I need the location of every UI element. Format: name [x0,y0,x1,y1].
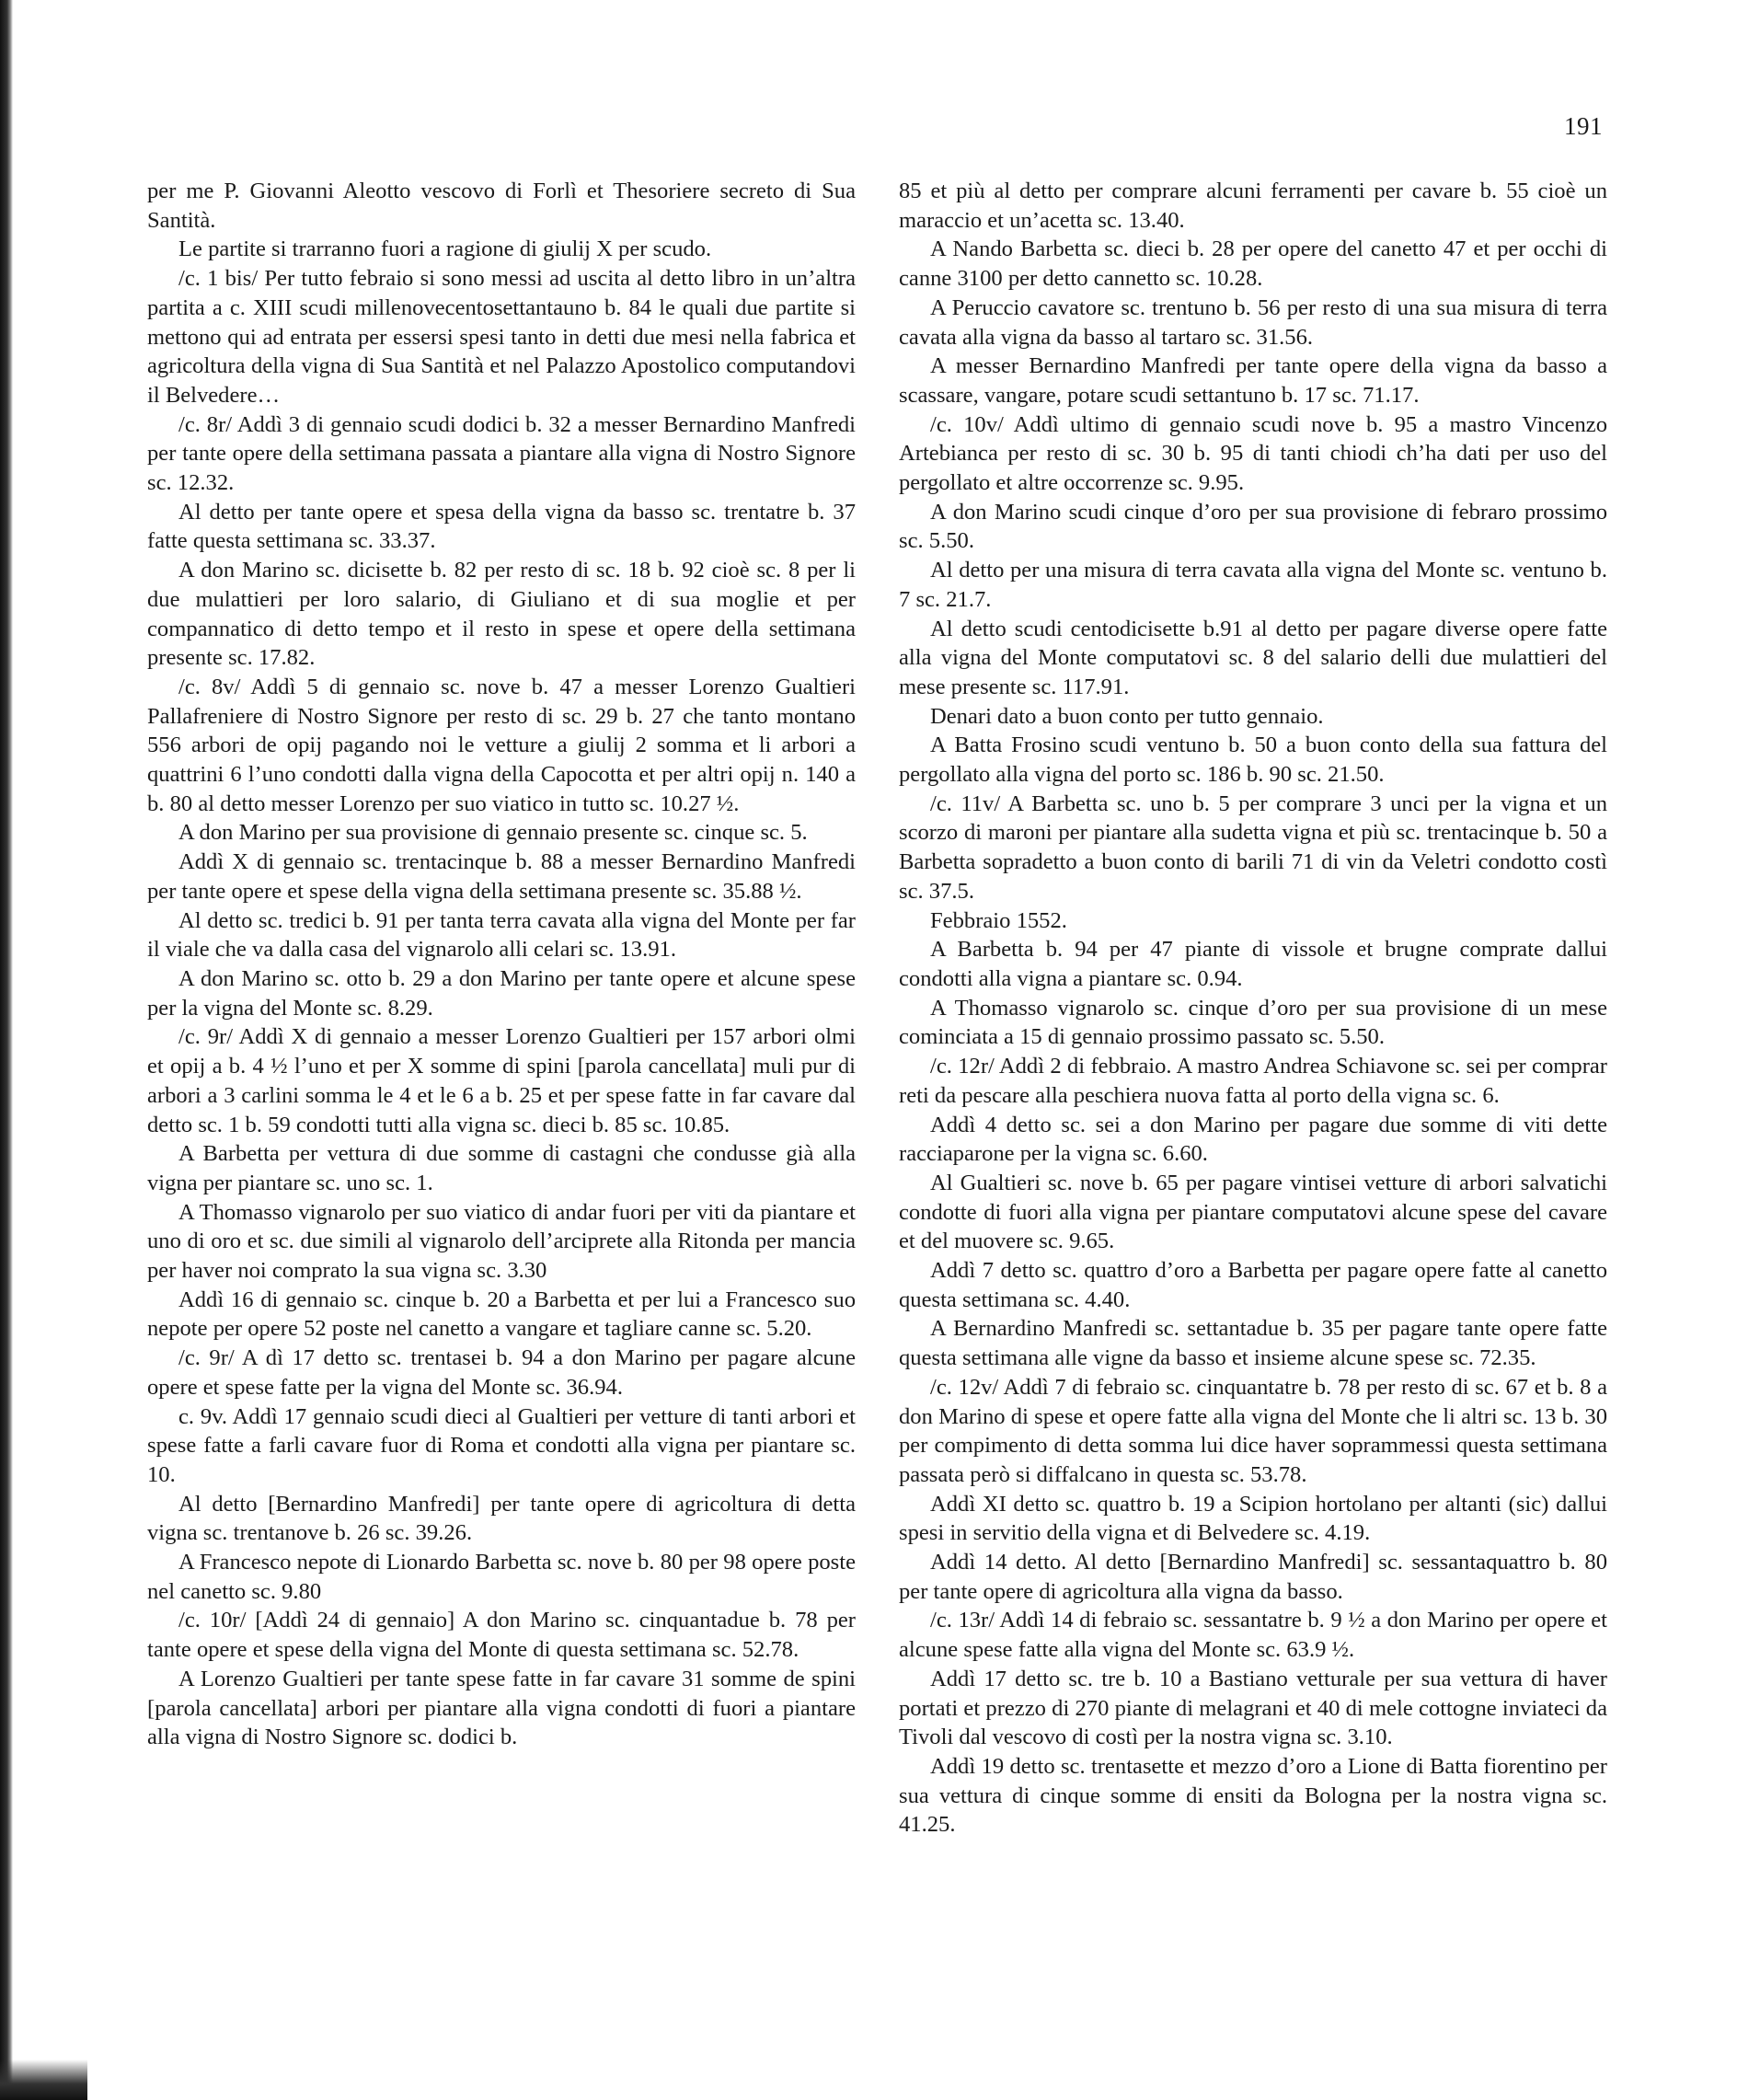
paragraph: c. 9v. Addì 17 gennaio scudi dieci al Gualtieri per vetture di tanti arbori et spese fatte a farli cavare fuor di Roma et condotti alla vigna per piantare sc. 10. [147,1403,856,1487]
paragraph: Addì 4 detto sc. sei a don Marino per pagare due somme di viti dette racciaparone per la vigna sc. 6.60. [899,1112,1607,1167]
paragraph: A Lorenzo Gualtieri per tante spese fatte in far cavare 31 somme de spini [parola cancellata] arbori per piantare alla vigna condotti di fuori a piantare alla vigna di Nostro Signore sc. dodici b. [147,1666,856,1750]
scan-corner-shadow [0,2060,87,2100]
paragraph: Addì X di gennaio sc. trentacinque b. 88 a messer Bernardino Manfredi per tante opere et spese della vigna della settimana presente sc. 35.88 ½. [147,849,856,904]
right-column [899,177,1607,1840]
left-column [147,177,856,1752]
paragraph: A don Marino sc. otto b. 29 a don Marino per tante opere et alcune spese per la vigna del Monte sc. 8.29. [147,965,856,1021]
paragraph: A don Marino scudi cinque d’oro per sua provisione di febraro prossimo sc. 5.50. [899,499,1607,554]
paragraph: Addì 19 detto sc. trentasette et mezzo d’oro a Lione di Batta fiorentino per sua vettura di cinque somme di ensiti da Bologna per la nostra vigna sc. 41.25. [899,1753,1607,1838]
paragraph: /c. 1 bis/ Per tutto febraio si sono messi ad uscita al detto libro in un’altra partita a c. XIII scudi millenovecentosettantauno b. 84 le quali due partite si mettono qui ad entrata per essersi spesi tanto in detti due mesi nella fabrica et agricoltura della vigna di Sua Santità et nel Palazzo Apostolico computandovi il Belvedere… [147,266,856,408]
paragraph: Le partite si trarranno fuori a ragione di giulij X per scudo. [178,237,712,262]
paragraph: Denari dato a buon conto per tutto gennaio. [930,703,1324,729]
paragraph: A Nando Barbetta sc. dieci b. 28 per opere del canetto 47 et per occhi di canne 3100 per detto cannetto sc. 10.28. [899,237,1607,292]
paragraph: 85 et più al detto per comprare alcuni ferramenti per cavare b. 55 cioè un maraccio et un’acetta sc. 13.40. [899,179,1607,233]
paragraph: Al detto per una misura di terra cavata alla vigna del Monte sc. ventuno b. 7 sc. 21.7. [899,558,1607,612]
paragraph: Addì 17 detto sc. tre b. 10 a Bastiano vetturale per sua vettura di haver portati et prezzo di 270 piante di melagrani et 40 di mele cottogne inviateci da Tivoli dal vescovo di costì per la nostra vigna sc. 3.10. [899,1666,1607,1750]
paragraph: Addì XI detto sc. quattro b. 19 a Scipion hortolano per altanti (sic) dallui spesi in servitio della vigna et di Belvedere sc. 4.19. [899,1491,1607,1546]
paragraph: A Thomasso vignarolo per suo viatico di andar fuori per viti da piantare et uno di oro et sc. due simili al vignarolo dell’arciprete alla Ritonda per mancia per haver noi comprato la sua vigna sc. 3.30 [147,1199,856,1284]
paragraph: /c. 8v/ Addì 5 di gennaio sc. nove b. 47 a messer Lorenzo Gualtieri Pallafreniere di Nostro Signore per resto di sc. 29 b. 27 che tanto montano 556 arbori de opij pagando noi le vetture a giulij 2 somma et li arbori a quattrini 6 l’uno condotti dalla vigna della Capocotta et per altri opij n. 140 a b. 80 al detto messer Lorenzo per suo viatico in tutto sc. 10.27 ½. [147,674,856,816]
paragraph: A Francesco nepote di Lionardo Barbetta sc. nove b. 80 per 98 opere poste nel canetto sc. 9.80 [147,1550,856,1604]
paragraph: /c. 12r/ Addì 2 di febbraio. A mastro Andrea Schiavone sc. sei per comprar reti da pescare alla peschiera nuova fatta al porto della vigna sc. 6. [899,1054,1607,1108]
paragraph: Addì 7 detto sc. quattro d’oro a Barbetta per pagare opere fatte al canetto questa settimana sc. 4.40. [899,1258,1607,1312]
paragraph: A Barbetta per vettura di due somme di castagni che condusse già alla vigna per piantare sc. uno sc. 1. [147,1141,856,1195]
paragraph: Al detto scudi centodicisette b.91 al detto per pagare diverse opere fatte alla vigna del Monte computatovi sc. 8 del salario delli due mulattieri del mese presente sc. 117.91. [899,616,1607,699]
paragraph: Al detto [Bernardino Manfredi] per tante opere di agricoltura di detta vigna sc. trentanove b. 26 sc. 39.26. [147,1491,856,1546]
paragraph: /c. 11v/ A Barbetta sc. uno b. 5 per comprare 3 unci per la vigna et un scorzo di maroni per piantare alla sudetta vigna et più sc. trentacinque b. 50 a Barbetta sopradetto a buon conto di barili 71 di vin da Veletri condotto costì sc. 37.5. [899,790,1607,904]
paragraph: /c. 9r/ Addì X di gennaio a messer Lorenzo Gualtieri per 157 arbori olmi et opij a b. 4 ½ l’uno et per X somme di spini [parola cancellata] muli pur di arbori a 3 carlini somma le 4 et le 6 a b. 25 et per spese fatte in far cavare dal detto sc. 1 b. 59 condotti tutti alla vigna sc. dieci b. 85 sc. 10.85. [147,1024,856,1137]
paragraph: Al detto per tante opere et spesa della vigna da basso sc. trentatre b. 37 fatte questa settimana sc. 33.37. [147,499,856,554]
paragraph: /c. 12v/ Addì 7 di febraio sc. cinquantatre b. 78 per resto di sc. 67 et b. 8 a don Marino di spese et opere fatte alla vigna del Monte che li altri sc. 13 b. 30 per compimento di detta somma lui dice haver soprammessi questa settimana passata però si diffalcano in questa sc. 53.78. [899,1374,1607,1487]
paragraph: A Bernardino Manfredi sc. settantadue b. 35 per pagare tante opere fatte questa settimana alle vigne da basso et insieme alcune spese sc. 72.35. [899,1316,1607,1371]
paragraph: per me P. Giovanni Aleotto vescovo di Forlì et Thesoriere secreto di Sua Santità. [147,179,856,233]
paragraph: A Batta Frosino scudi ventuno b. 50 a buon conto della sua fattura del pergollato alla vigna del porto sc. 186 b. 90 sc. 21.50. [899,733,1607,788]
paragraph: Addì 14 detto. Al detto [Bernardino Manfredi] sc. sessantaquattro b. 80 per tante opere di agricoltura alla vigna da basso. [899,1550,1607,1604]
paragraph: A Thomasso vignarolo sc. cinque d’oro per sua provisione di un mese cominciata a 15 di gennaio prossimo passato sc. 5.50. [899,995,1607,1050]
paragraph: /c. 13r/ Addì 14 di febraio sc. sessantatre b. 9 ½ a don Marino per opere et alcune spese fatte alla vigna del Monte sc. 63.9 ½. [899,1608,1607,1663]
paragraph: A messer Bernardino Manfredi per tante opere della vigna da basso a scassare, vangare, potare scudi settantuno b. 17 sc. 71.17. [899,353,1607,408]
binding-shadow [0,0,13,2100]
paragraph: /c. 10v/ Addì ultimo di gennaio scudi nove b. 95 a mastro Vincenzo Artebianca per resto di sc. 30 b. 95 di tanti chiodi ch’ha dati per uso del pergollato et altre occorrenze sc. 9.95. [899,411,1607,496]
paragraph: A don Marino per sua provisione di gennaio presente sc. cinque sc. 5. [178,820,808,846]
paragraph: A don Marino sc. dicisette b. 82 per resto di sc. 18 b. 92 cioè sc. 8 per li due mulattieri per loro salario, di Giuliano et di sua moglie et per compannatico di detto tempo et il resto in spese et opere della settimana presente sc. 17.82. [147,558,856,671]
paragraph: /c. 9r/ A dì 17 detto sc. trentasei b. 94 a don Marino per pagare alcune opere et spese fatte per la vigna del Monte sc. 36.94. [147,1345,856,1400]
paragraph: A Barbetta b. 94 per 47 piante di vissole et brugne comprate dallui condotti alla vigna a piantare sc. 0.94. [899,937,1607,991]
paragraph: /c. 10r/ [Addì 24 di gennaio] A don Marino sc. cinquantadue b. 78 per tante opere et spese della vigna del Monte di questa settimana sc. 52.78. [147,1608,856,1663]
paragraph: Addì 16 di gennaio sc. cinque b. 20 a Barbetta et per lui a Francesco suo nepote per opere 52 poste nel canetto a vangare et tagliare canne sc. 5.20. [147,1287,856,1342]
paragraph: Al Gualtieri sc. nove b. 65 per pagare vintisei vetture di arbori salvatichi condotte di fuori alla vigna per piantare computatovi alcune spese del cavare et del muovere sc. 9.65. [899,1170,1607,1254]
paragraph: Al detto sc. tredici b. 91 per tanta terra cavata alla vigna del Monte per far il viale che va dalla casa del vignarolo alli celari sc. 13.91. [147,907,856,963]
paragraph: Febbraio 1552. [930,907,1067,933]
paragraph: /c. 8r/ Addì 3 di gennaio scudi dodici b. 32 a messer Bernardino Manfredi per tante opere della settimana passata a piantare alla vigna di Nostro Signore sc. 12.32. [147,411,856,496]
paragraph: A Peruccio cavatore sc. trentuno b. 56 per resto di una sua misura di terra cavata alla vigna da basso al tartaro sc. 31.56. [899,294,1607,350]
page-number: 191 [1564,112,1603,140]
